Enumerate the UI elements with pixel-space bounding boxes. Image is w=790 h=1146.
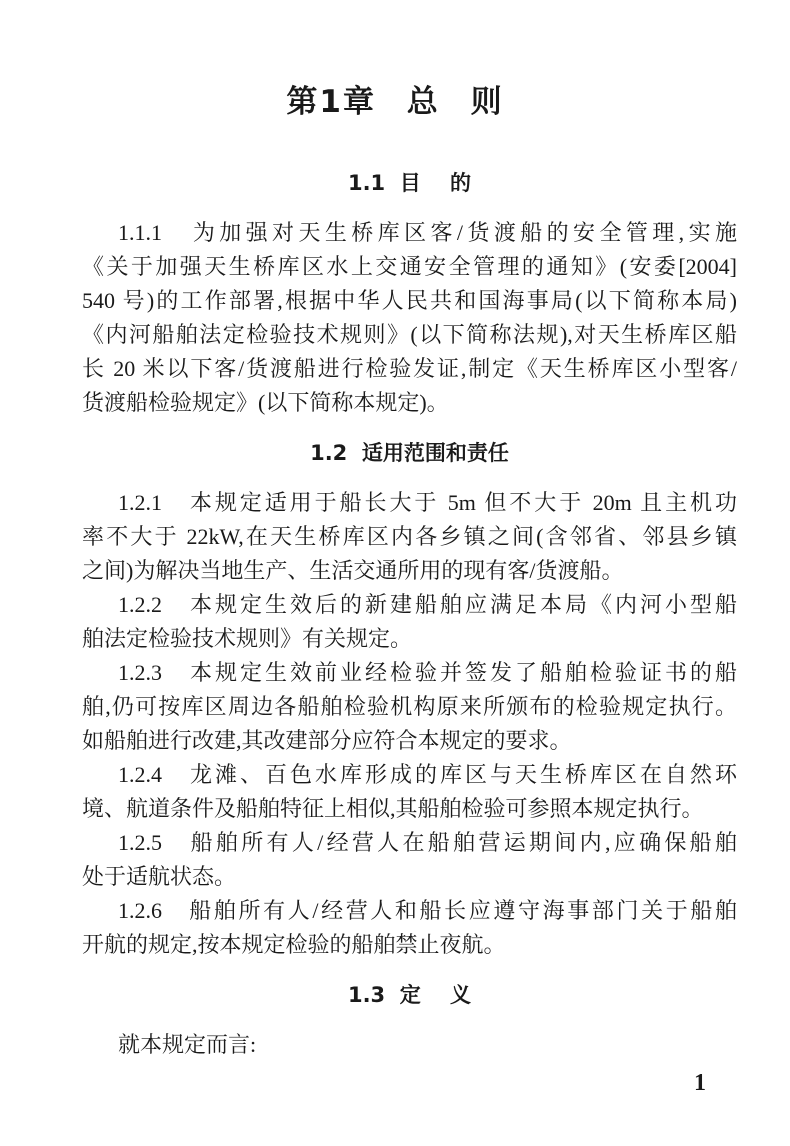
text-line: 1.2.6 船舶所有人/经营人和船长应遵守海事部门关于船舶 — [118, 898, 737, 923]
text-line: 《内河船舶法定检验技术规则》(以下简称法规),对天生桥库区船 — [82, 322, 737, 347]
text-line: 舶法定检验技术规则》有关规定。 — [82, 626, 413, 651]
paragraph — [82, 216, 737, 420]
text-line: 处于适航状态。 — [82, 864, 237, 889]
text-line: 率不大于 22kW,在天生桥库区内各乡镇之间(含邻省、邻县乡镇 — [82, 524, 737, 549]
text-line: 之间)为解决当地生产、生活交通所用的现有客/货渡船。 — [82, 558, 624, 583]
section-heading: 1.2 适用范围和责任 — [310, 441, 509, 465]
text-line: 1.2.2 本规定生效后的新建船舶应满足本局《内河小型船 — [118, 592, 737, 617]
paragraph — [82, 486, 737, 588]
paragraph — [82, 758, 737, 826]
page-number: 1 — [694, 1070, 706, 1096]
text-line: 就本规定而言: — [118, 1032, 257, 1057]
text-line: 1.2.3 本规定生效前业经检验并签发了船舶检验证书的船 — [118, 660, 737, 685]
text-line: 1.2.4 龙滩、百色水库形成的库区与天生桥库区在自然环 — [118, 762, 737, 787]
paragraph — [82, 894, 737, 962]
text-line: 1.1.1 为加强对天生桥库区客/货渡船的安全管理,实施 — [118, 220, 737, 245]
text-line: 1.2.1 本规定适用于船长大于 5m 但不大于 20m 且主机功 — [118, 490, 737, 515]
text-line: 舶,仍可按库区周边各船舶检验机构原来所颁布的检验规定执行。 — [82, 694, 737, 719]
section-heading: 1.3 定 义 — [347, 983, 472, 1007]
section-heading: 1.1 目 的 — [347, 171, 472, 195]
text-line: 长 20 米以下客/货渡船进行检验发证,制定《天生桥库区小型客/ — [82, 356, 737, 381]
text-line: 如船舶进行改建,其改建部分应符合本规定的要求。 — [82, 728, 572, 753]
text-line: 境、航道条件及船舶特征上相似,其船舶检验可参照本规定执行。 — [82, 796, 704, 821]
text-line: 540 号)的工作部署,根据中华人民共和国海事局(以下简称本局) — [82, 288, 737, 313]
document-body — [82, 166, 737, 1062]
chapter-title: 第1章 总 则 — [286, 84, 504, 120]
paragraph — [82, 1028, 737, 1062]
text-line: 1.2.5 船舶所有人/经营人在船舶营运期间内,应确保船舶 — [118, 830, 737, 855]
text-line: 《关于加强天生桥库区水上交通安全管理的通知》(安委[2004] — [82, 254, 737, 279]
paragraph — [82, 588, 737, 656]
paragraph — [82, 656, 737, 758]
text-line: 货渡船检验规定》(以下简称本规定)。 — [82, 390, 449, 415]
paragraph — [82, 826, 737, 894]
text-line: 开航的规定,按本规定检验的船舶禁止夜航。 — [82, 932, 506, 957]
